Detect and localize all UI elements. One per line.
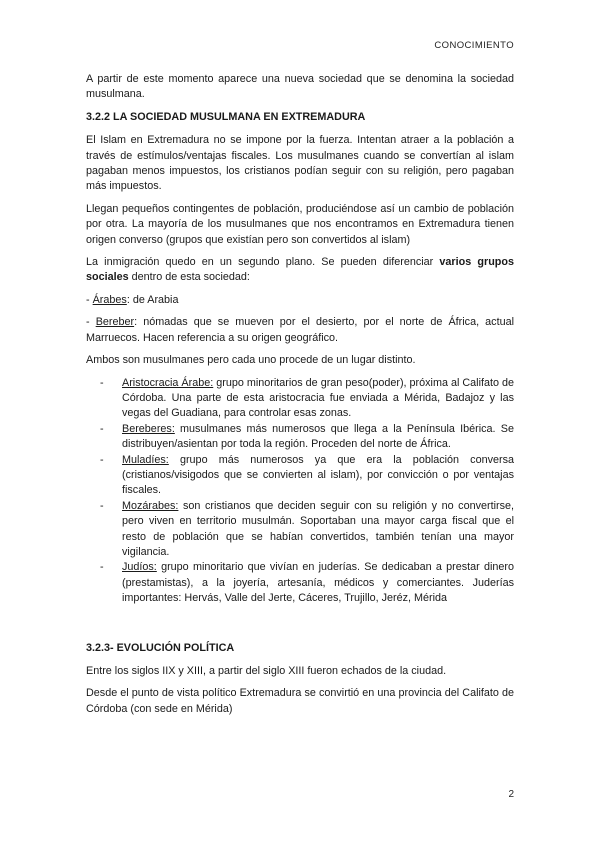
page-header: CONOCIMIENTO	[434, 40, 514, 51]
list-dash: -	[100, 453, 104, 466]
list-item	[86, 560, 514, 606]
group-term: Muladíes:	[122, 453, 169, 466]
grupos-sociales-bold: varios grupos sociales	[86, 256, 514, 284]
origin-item-arabes	[86, 293, 514, 308]
origin-item-bereber	[86, 315, 514, 346]
list-item	[86, 453, 514, 499]
paragraph-poblacion: Llegan pequeños contingentes de población, produciéndose así un cambio de población por otra. La mayoría de los musulmanes que nos encontramos en Extremadura tienen origen converso (grupos que existían pero son convertidos al islam)	[86, 202, 514, 246]
group-text: grupo minoritarios de gran peso(poder), próxima al Califato de Córdoba. Una parte de esta aristocracia fue enviada a Mérida, Badajoz y las vegas del Guadiana, para controlar esas zonas.	[122, 376, 515, 420]
list-item	[86, 376, 514, 422]
group-term: Judíos:	[122, 561, 157, 574]
list-dash: -	[100, 499, 104, 512]
paragraph-islam: El Islam en Extremadura no se impone por la fuerza. Intentan atraer a la población a través de estímulos/ventajas fiscales. Los musulmanes cuando se convertían al islam pagaban menos impuestos, los cristianos podían seguir con su religión, pero pagaban más impuestos.	[86, 134, 514, 193]
list-dash: -	[100, 561, 104, 574]
section-spacer	[86, 619, 514, 641]
page-content	[86, 72, 514, 724]
list-item	[86, 422, 514, 453]
page-number: 2	[508, 789, 514, 800]
origin-prefix: -	[86, 316, 96, 329]
social-groups-list	[86, 376, 514, 607]
origin-text: : de Arabia	[126, 293, 179, 306]
list-dash: -	[100, 376, 104, 389]
paragraph-siglos: Entre los siglos IIX y XIII, a partir del siglo XIII fueron echados de la ciudad.	[86, 665, 447, 677]
section-heading-sociedad: 3.2.2 LA SOCIEDAD MUSULMANA EN EXTREMADURA	[86, 110, 366, 123]
paragraph-politica: Desde el punto de vista político Extremadura se convirtió en una provincia del Califato de Córdoba (con sede en Mérida)	[86, 687, 514, 715]
origin-term: Árabes	[92, 293, 127, 306]
origin-prefix: -	[86, 293, 93, 306]
list-item	[86, 499, 514, 561]
group-text: son cristianos que deciden seguir con su religión y no convertirse, pero viven en territorio musulmán. Soportaban una mayor carga fiscal que el resto de población que se habían convertidos, también tenían una mayor vigilancia.	[122, 499, 514, 558]
group-term: Aristocracia Árabe:	[122, 376, 214, 389]
section-heading-evolucion: 3.2.3- EVOLUCIÓN POLÍTICA	[86, 641, 235, 654]
group-term: Mozárabes:	[122, 499, 179, 512]
paragraph-ambos: Ambos son musulmanes pero cada uno procede de un lugar distinto.	[86, 354, 416, 367]
origin-term: Bereber	[95, 316, 135, 329]
list-dash: -	[100, 422, 104, 435]
origin-text: : nómadas que se mueven por el desierto, por el norte de África, actual Marruecos. Hacen referencia a su origen geográfico.	[86, 316, 514, 344]
paragraph-inmigracion	[86, 255, 514, 286]
inmigracion-end: dentro de esta sociedad:	[128, 271, 250, 284]
group-text: musulmanes más numerosos que llega a la Península Ibérica. Se distribuyen/asientan por toda la región. Proceden del norte de África.	[122, 422, 514, 451]
group-term: Bereberes:	[122, 422, 175, 435]
intro-paragraph: A partir de este momento aparece una nueva sociedad que se denomina la sociedad musulmana.	[86, 73, 514, 101]
group-text: grupo minoritario que vivían en juderías. Se dedicaban a prestar dinero (prestamistas), a la joyería, artesanía, médicos y comerciantes. Juderías importantes: Hervás, Valle del Jerte, Cáceres, Trujillo, Jeréz, Mérida	[122, 561, 514, 605]
inmigracion-text: La inmigración quedo en un segundo plano. Se pueden diferenciar	[86, 256, 440, 269]
group-text: grupo más numerosos ya que era la población conversa (cristianos/visigodos que se convierten al islam), por convicción o por ventajas fiscales.	[122, 453, 514, 497]
